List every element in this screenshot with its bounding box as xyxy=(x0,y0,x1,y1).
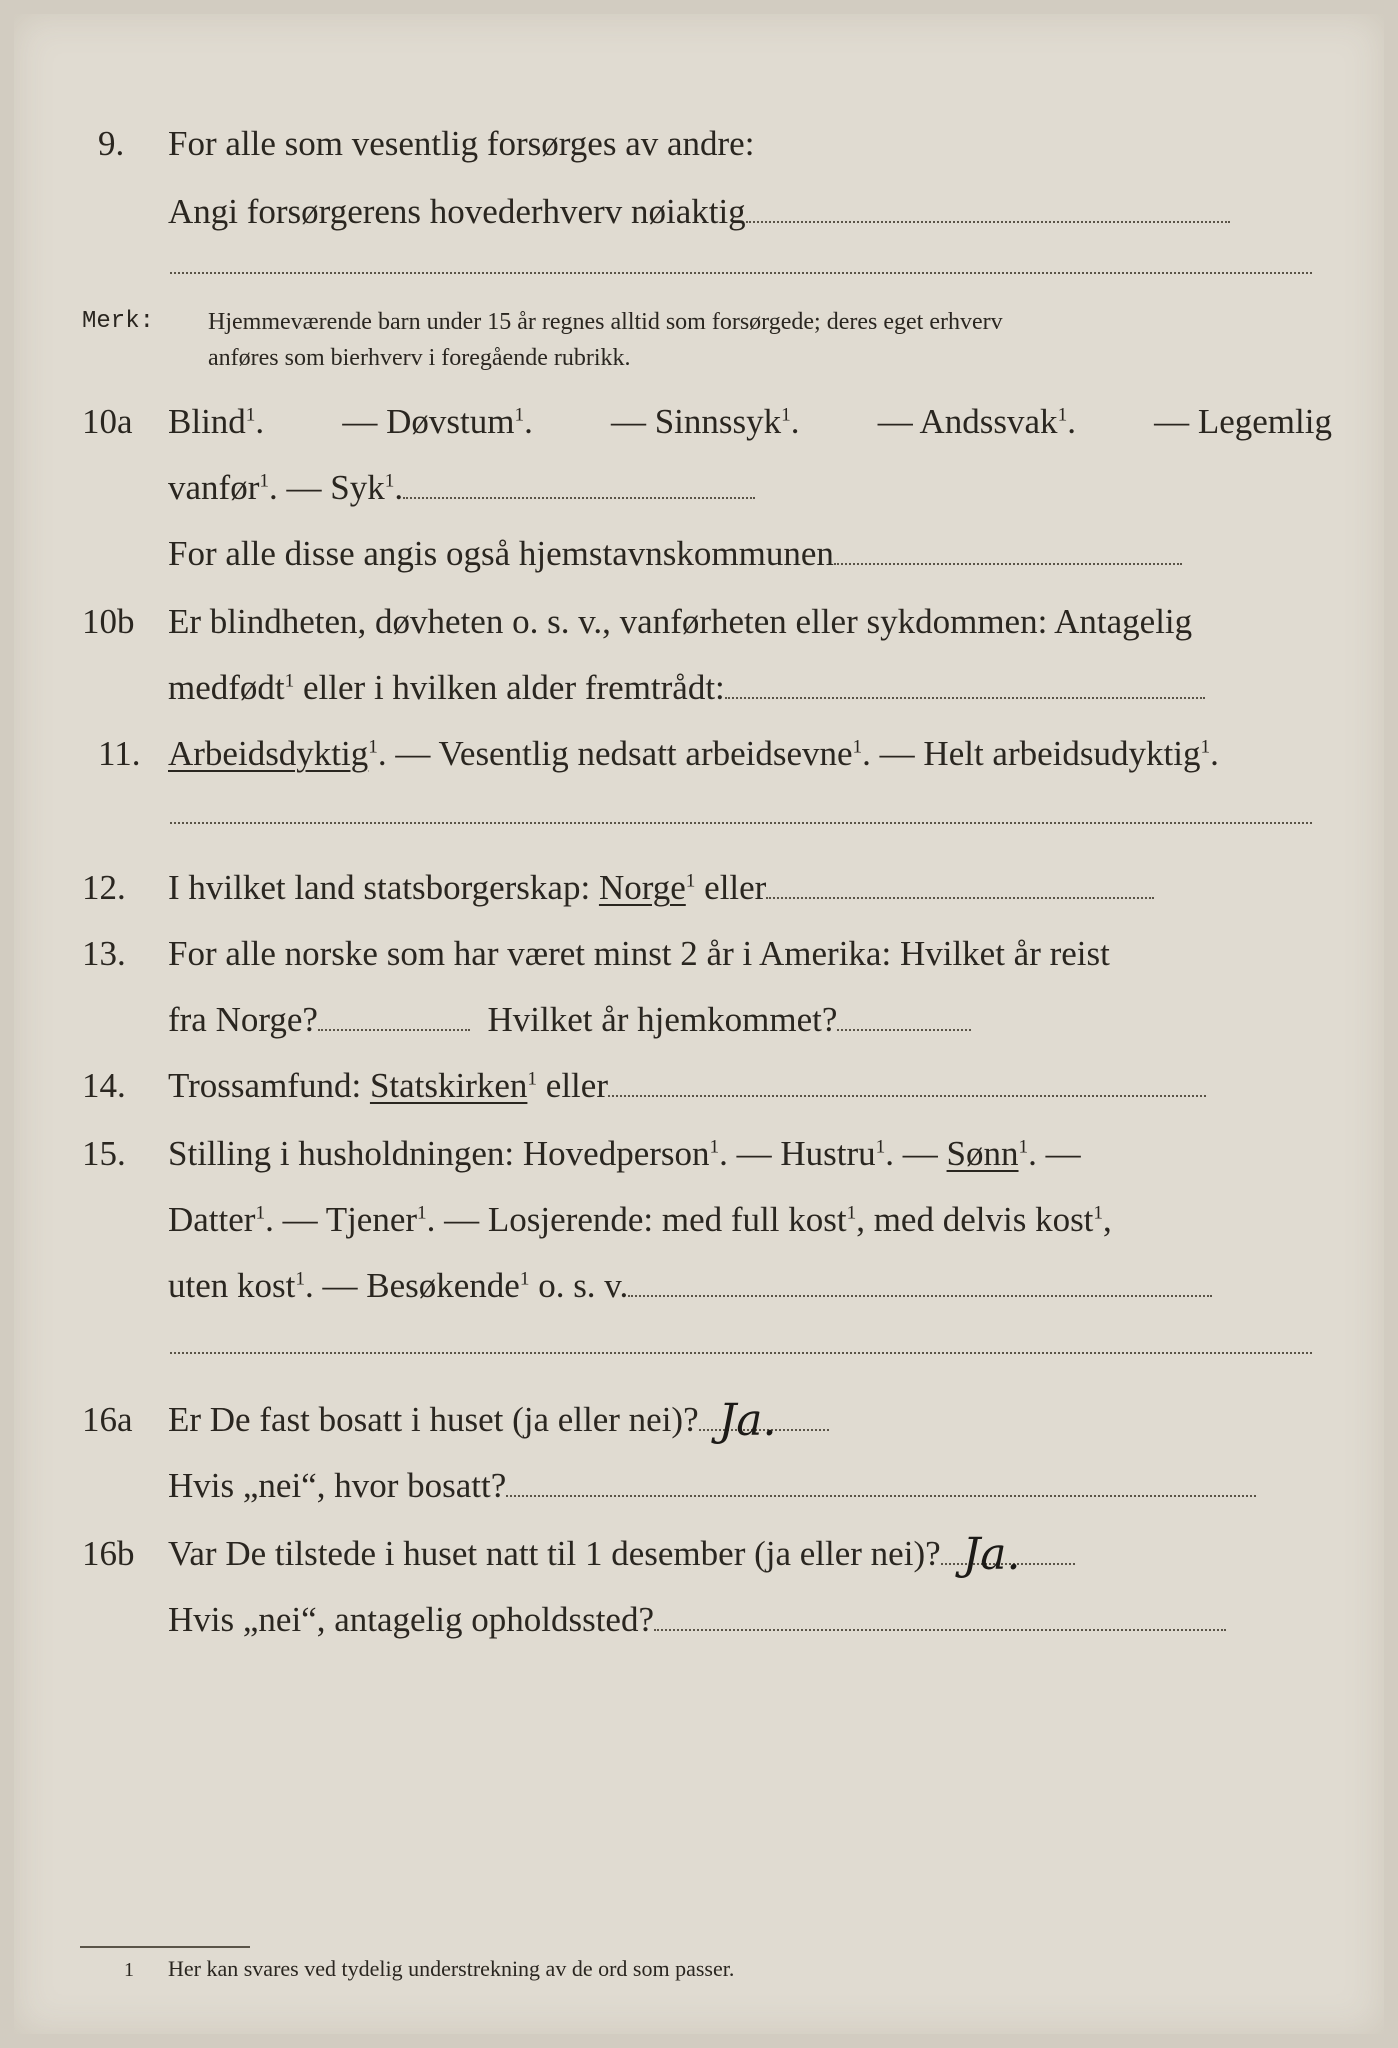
q14-statskirken-underlined: Statskirken xyxy=(369,1066,528,1105)
q11-arbeidsdyktig-underlined: Arbeidsdyktig xyxy=(168,734,369,773)
q12-line: I hvilket land statsborgerskap: Norge$^1$ eller xyxy=(168,870,1154,905)
footnote-text: Her kan svares ved tydelig understrekning av de ord som passer. xyxy=(168,1956,735,1981)
q16a-number: 16a xyxy=(82,1400,133,1439)
q15-line1: Stilling i husholdningen: Hovedperson$^1$. — Hustru$^1$. — Sønn$^1$. — xyxy=(168,1134,1081,1173)
q10a-line3: For alle disse angis også hjemstavnskommunen xyxy=(168,536,1182,571)
q12-answer-line xyxy=(766,897,1154,899)
q16a-line2: Hvis „nei“, hvor bosatt? xyxy=(168,1468,1256,1503)
q9-line1: For alle som vesentlig forsørges av andre: xyxy=(168,124,755,163)
q10a-number: 10a xyxy=(82,402,133,441)
q11-answer-line xyxy=(170,822,1312,824)
q16b-handwritten-answer: Ja. xyxy=(962,1529,1021,1580)
q10a-andssvak: — Andssvak$^1$. xyxy=(877,402,1076,441)
census-form-page xyxy=(14,14,1384,2034)
q9-number: 9. xyxy=(98,124,125,163)
q16a-handwritten-answer: Ja. xyxy=(718,1395,777,1446)
q16b-opholdssted-answer-line xyxy=(654,1629,1226,1631)
q9-line2 xyxy=(168,194,1230,229)
q9-answer-line-2 xyxy=(170,272,1312,274)
q14-answer-line xyxy=(608,1095,1206,1097)
q15-number: 15. xyxy=(82,1134,126,1173)
q12-number: 12. xyxy=(82,868,126,907)
q15-line3: uten kost$^1$. — Besøkende$^1$ o. s. v. xyxy=(168,1268,1212,1303)
q16b-line1: Var De tilstede i huset natt til 1 desember (ja eller nei)? Ja. xyxy=(168,1536,1075,1571)
q16b-line2: Hvis „nei“, antagelig opholdssted? xyxy=(168,1602,1226,1637)
q9-answer-line xyxy=(746,221,1230,223)
q10b-line2: medfødt$^1$ eller i hvilken alder fremtrådt: xyxy=(168,670,1205,705)
q13-hjemkommet-answer-line xyxy=(837,1029,971,1031)
merk-line1: Hjemmeværende barn under 15 år regnes alltid som forsørgede; deres eget erhverv xyxy=(208,309,1003,335)
q10b-answer-line xyxy=(725,697,1205,699)
merk-line2: anføres som bierhverv i foregående rubrikk. xyxy=(208,345,631,371)
q16a-answer-line xyxy=(699,1395,829,1446)
q10a-sinnssyk: — Sinnssyk$^1$. xyxy=(610,402,800,441)
q10a-dovstum: — Døvstum$^1$. xyxy=(342,402,533,441)
q16b-answer-line xyxy=(941,1529,1075,1580)
q16a-line1: Er De fast bosatt i huset (ja eller nei)? Ja. xyxy=(168,1402,829,1437)
q13-reist-answer-line xyxy=(318,1029,470,1031)
q11-number: 11. xyxy=(98,734,141,773)
q16b-number: 16b xyxy=(82,1534,135,1573)
q9-line2-text: Angi forsørgerens hovederhverv nøiaktig xyxy=(168,192,746,231)
q16a-bosatt-answer-line xyxy=(506,1495,1256,1497)
footnote-mark: 1 xyxy=(124,1959,134,1981)
q10a-syk-answer-line xyxy=(403,497,755,499)
q10a-hjemstavn-answer-line xyxy=(834,563,1182,565)
q14-number: 14. xyxy=(82,1066,126,1105)
q13-number: 13. xyxy=(82,934,126,973)
footnote-separator xyxy=(80,1946,250,1948)
q10b-line1: Er blindheten, døvheten o. s. v., vanførheten eller sykdommen: Antagelig xyxy=(168,602,1193,641)
q15-answer-line-2 xyxy=(170,1352,1312,1354)
q10a-legemlig: — Legemlig xyxy=(1154,402,1332,441)
q12-norge-underlined: Norge xyxy=(598,868,686,907)
q13-line1: For alle norske som har været minst 2 år i Amerika: Hvilket år reist xyxy=(168,934,1110,973)
q10a-line2: vanfør$^1$. — Syk$^1$. xyxy=(168,470,755,505)
merk-label: Merk: xyxy=(82,308,155,335)
q15-answer-line xyxy=(628,1295,1212,1297)
q11-line1: Arbeidsdyktig$^1$. — Vesentlig nedsatt arbeidsevne$^1$. — Helt arbeidsudyktig$^1$. xyxy=(168,734,1219,773)
q10a-blind: Blind$^1$. xyxy=(168,402,265,441)
q10b-number: 10b xyxy=(82,602,135,641)
q14-line: Trossamfund: Statskirken$^1$ eller xyxy=(168,1068,1206,1103)
q15-sonn-underlined: Sønn xyxy=(946,1134,1019,1173)
q10a-line1 xyxy=(168,404,1332,439)
q13-line2: fra Norge? Hvilket år hjemkommet? xyxy=(168,1002,971,1037)
q15-line2: Datter$^1$. — Tjener$^1$. — Losjerende: med full kost$^1$, med delvis kost$^1$, xyxy=(168,1200,1112,1239)
